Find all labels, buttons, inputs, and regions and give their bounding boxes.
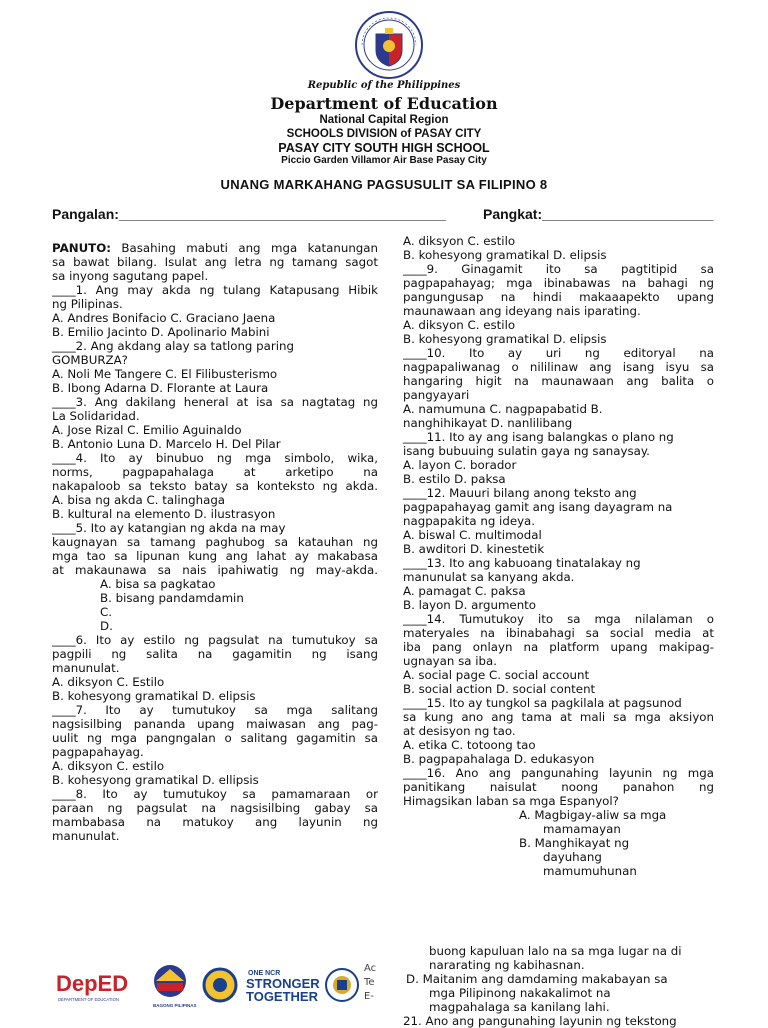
text-line: sa inyong sagutang papel. bbox=[52, 269, 209, 283]
text-line: GOMBURZA? bbox=[52, 353, 128, 367]
choices-line: B. kohesyong gramatikal D. elipsis bbox=[403, 248, 607, 262]
svg-text:BAGONG PILIPINAS: BAGONG PILIPINAS bbox=[153, 1003, 197, 1008]
svg-text:DepED: DepED bbox=[56, 971, 129, 996]
text-line: La Solidaridad. bbox=[52, 409, 140, 423]
text-line: mga tao sa lipunan kung ang lahat ay makabasa bbox=[52, 549, 378, 563]
text-line: norms, pagpapahalaga at arketipo na bbox=[52, 465, 378, 479]
text-line: isang bubuuing sulatin gaya ng sanaysay. bbox=[403, 444, 650, 458]
question-1: ____1. Ang may akda ng tulang Katapusang Hibik bbox=[52, 283, 378, 297]
choices-line: B. estilo D. paksa bbox=[403, 472, 506, 486]
text-line: mga Pilipinong nakakalimot na bbox=[429, 986, 611, 1000]
deped-seal-logo bbox=[354, 10, 424, 80]
choices-line: A. biswal C. multimodal bbox=[403, 528, 542, 542]
text-line: manunulat. bbox=[52, 661, 120, 675]
question-4: ____4. Ito ay binubuo ng mga simbolo, wika, bbox=[52, 451, 378, 465]
question-13: ____13. Ito ang kabuoang tinatalakay ng bbox=[403, 556, 641, 570]
text-line: iba pang onlayn na platform upang makipag- bbox=[403, 640, 714, 654]
division-line: SCHOOLS DIVISION of PASAY CITY bbox=[286, 128, 482, 140]
one-ncr-stronger-together-logo bbox=[246, 970, 320, 1004]
text-line: ng Pilipinas. bbox=[52, 297, 123, 311]
text-line: buong kapuluan lalo na sa mga lugar na di bbox=[429, 944, 682, 958]
question-2: ____2. Ang akdang alay sa tatlong paring bbox=[52, 339, 294, 353]
svg-text:DEPARTMENT OF EDUCATION: DEPARTMENT OF EDUCATION bbox=[58, 997, 119, 1002]
question-12: ____12. Mauuri bilang anong teksto ang bbox=[403, 486, 637, 500]
question-3: ____3. Ang dakilang heneral at isa sa nagtatag ng bbox=[52, 395, 378, 409]
text-line: pagpapahayag; mga ibinabawas na bahagi ng bbox=[403, 276, 714, 290]
text-line: sa kung ano ang tama at mali sa mga aksiyon bbox=[403, 710, 714, 724]
choices-line: A. diksyon C. estilo bbox=[52, 759, 165, 773]
division-seal-logo bbox=[204, 969, 236, 1001]
next-page-continuation bbox=[403, 944, 733, 1028]
footer-contact-edge bbox=[364, 962, 376, 1004]
choices-line: B. kohesyong gramatikal D. ellipsis bbox=[52, 773, 259, 787]
text-line: maunawaan ang ideyang nais iparating. bbox=[403, 304, 641, 318]
choices-line: B. Emilio Jacinto D. Apolinario Mabini bbox=[52, 325, 270, 339]
text-line: nagpapaliwanag o nililinaw ang isang isyu sa bbox=[403, 360, 714, 374]
instructions-line: PANUTO: Basahing mabuti ang mga katanungan bbox=[52, 241, 378, 255]
choices-line: A. Andres Bonifacio C. Graciano Jaena bbox=[52, 311, 276, 325]
text-line: manunulat sa kanyang akda. bbox=[403, 570, 575, 584]
text-line: kaugnayan sa tamang paghubog sa katauhan ng bbox=[52, 535, 378, 549]
department-title: Department of Education bbox=[270, 94, 498, 113]
text-line: paraan ng pagsulat na nagsisilbing gabay sa bbox=[52, 801, 378, 815]
question-15: ____15. Ito ay tungkol sa pagkilala at pagsunod bbox=[403, 696, 682, 710]
choices-line: B. social action D. social content bbox=[403, 682, 596, 696]
choices-line: B. kultural na elemento D. ilustrasyon bbox=[52, 507, 276, 521]
question-7: ____7. Ito ay tumutukoy sa mga salitang bbox=[52, 703, 378, 717]
choices-line: A. Noli Me Tangere C. El Filibusterismo bbox=[52, 367, 278, 381]
text-line: nagsisilbing pananda upang maiwasan ang pag- bbox=[52, 717, 378, 731]
choices-line: B. kohesyong gramatikal D. elipsis bbox=[403, 332, 607, 346]
school-name: PASAY CITY SOUTH HIGH SCHOOL bbox=[278, 141, 490, 155]
exam-title: UNANG MARKAHANG PAGSUSULIT SA FILIPINO 8 bbox=[220, 177, 548, 192]
choice-item-cont: mamumuhunan bbox=[543, 864, 637, 878]
choices-line: A. diksyon C. estilo bbox=[403, 234, 516, 248]
question-10: ____10. Ito ay uri ng editoryal na bbox=[403, 346, 714, 360]
choices-line: A. etika C. totoong tao bbox=[403, 738, 536, 752]
text-line: mambabasa na matukoy ang layunin ng bbox=[52, 815, 378, 829]
deped-logo bbox=[56, 971, 128, 1002]
text-line: nararating ng kabihasnan. bbox=[429, 958, 585, 972]
svg-text:ONE NCR: ONE NCR bbox=[248, 970, 281, 977]
choices-line: A. pamagat C. paksa bbox=[403, 584, 526, 598]
choice-item: A. Magbigay-aliw sa mga bbox=[519, 808, 667, 822]
question-14: ____14. Tumutukoy ito sa mga nilalaman o bbox=[403, 612, 714, 626]
text-line: ugnayan sa iba. bbox=[403, 654, 497, 668]
name-field[interactable]: Pangalan:__________________________________________ bbox=[52, 206, 446, 222]
question-21: 21. Ano ang pangunahing layunin ng tekstong bbox=[403, 1014, 677, 1028]
choices-line: A. diksyon C. estilo bbox=[403, 318, 516, 332]
choice-item-cont: mamamayan bbox=[543, 822, 621, 836]
text-line: magpahalaga sa kanilang lahi. bbox=[429, 1000, 610, 1014]
text-line: pangyayari bbox=[403, 388, 470, 402]
choices-line: A. Jose Rizal C. Emilio Aguinaldo bbox=[52, 423, 242, 437]
section-field[interactable]: Pangkat:______________________ bbox=[483, 206, 714, 222]
questions-right-column bbox=[403, 234, 714, 878]
text-line: pagpapahayag gamit ang isang dayagram na bbox=[403, 500, 673, 514]
question-11: ____11. Ito ay ang isang balangkas o plano ng bbox=[403, 430, 674, 444]
text-fragment: Ac bbox=[364, 963, 377, 974]
choice-item: B. Manghikayat ng bbox=[519, 836, 630, 850]
choice-item: D. Maitanim ang damdaming makabayan sa bbox=[406, 972, 668, 986]
footer-logos bbox=[52, 961, 372, 1011]
question-9: ____9. Ginagamit ito sa pagtitipid sa bbox=[403, 262, 714, 276]
svg-text:STRONGER: STRONGER bbox=[246, 976, 320, 991]
choice-item: A. bisa sa pagkatao bbox=[100, 577, 216, 591]
choice-item: B. bisang pandamdamin bbox=[100, 591, 244, 605]
choices-line: B. Antonio Luna D. Marcelo H. Del Pilar bbox=[52, 437, 281, 451]
question-6: ____6. Ito ay estilo ng pagsulat na tumutukoy sa bbox=[52, 633, 378, 647]
question-16: ____16. Ano ang pangunahing layunin ng mga bbox=[403, 766, 714, 780]
choice-item: C. bbox=[100, 605, 112, 619]
choice-item-cont: dayuhang bbox=[543, 850, 602, 864]
text-line: nakapaloob sa teksto batay sa konteksto ng akda. bbox=[52, 479, 378, 493]
choices-line: A. social page C. social account bbox=[403, 668, 590, 682]
text-line: nagpapakita ng ideya. bbox=[403, 514, 536, 528]
choices-line: A. diksyon C. Estilo bbox=[52, 675, 165, 689]
text-line: sa bawat bilang. Isulat ang letra ng tamang sagot bbox=[52, 255, 378, 269]
text-line: hangaring higit na maunawaan ang balita o bbox=[403, 374, 714, 388]
text-line: pagpapahayag. bbox=[52, 745, 144, 759]
text-line: uulit ng mga pangngalan o salitang gagamitin sa bbox=[52, 731, 378, 745]
text-line: materyales na ibinabahagi sa social media at bbox=[403, 626, 714, 640]
school-address: Piccio Garden Villamor Air Base Pasay City bbox=[281, 155, 487, 166]
questions-left-column bbox=[52, 241, 378, 843]
text-fragment: E- bbox=[364, 991, 374, 1002]
text-line: pagpili ng salita na gagamitin ng isang bbox=[52, 647, 378, 661]
school-seal-logo bbox=[326, 969, 358, 1001]
choices-line: A. bisa ng akda C. talinghaga bbox=[52, 493, 226, 507]
choices-line: B. pagpapahalaga D. edukasyon bbox=[403, 752, 595, 766]
choices-line: A. namumuna C. nagpapabatid B. bbox=[403, 402, 603, 416]
choices-line: B. Ibong Adarna D. Florante at Laura bbox=[52, 381, 269, 395]
text-line: panitikang naisulat noong panahon ng bbox=[403, 780, 714, 794]
choices-line: A. layon C. borador bbox=[403, 458, 517, 472]
region-line: National Capital Region bbox=[319, 114, 449, 126]
question-5: ____5. Ito ay katangian ng akda na may bbox=[52, 521, 286, 535]
question-8: ____8. Ito ay tumutukoy sa pamamaraan or bbox=[52, 787, 378, 801]
text-line: at desisyon ng tao. bbox=[403, 724, 516, 738]
choice-item: D. bbox=[100, 619, 113, 633]
choices-line: B. layon D. argumento bbox=[403, 598, 537, 612]
instructions-text: Basahing mabuti ang mga katanungan bbox=[110, 241, 378, 255]
choices-line: nanghihikayat D. nanlilibang bbox=[403, 416, 573, 430]
choices-line: B. kohesyong gramatikal D. elipsis bbox=[52, 689, 256, 703]
svg-text:TOGETHER: TOGETHER bbox=[246, 989, 318, 1004]
bagong-pilipinas-logo bbox=[153, 965, 197, 1008]
republic-line: Republic of the Philippines bbox=[307, 80, 461, 91]
choices-line: B. awditori D. kinestetik bbox=[403, 542, 545, 556]
text-line: manunulat. bbox=[52, 829, 120, 843]
text-fragment: Te bbox=[364, 977, 375, 988]
text-line: pangungusap na hindi makaaapekto upang bbox=[403, 290, 714, 304]
text-line: Himagsikan laban sa mga Espanyol? bbox=[403, 794, 619, 808]
text-line: at makaunawa sa nais ipahiwatig ng may-akda. bbox=[52, 563, 378, 577]
